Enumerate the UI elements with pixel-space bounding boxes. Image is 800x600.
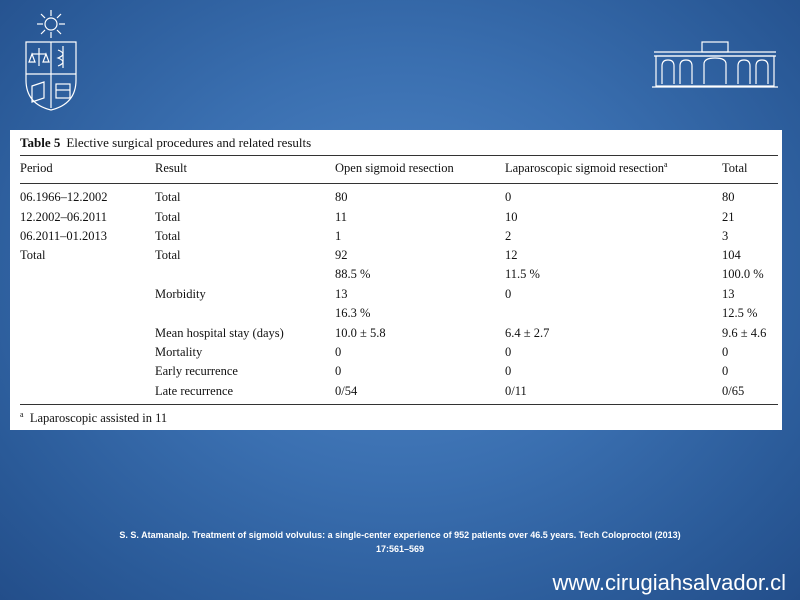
citation-line-1: S. S. Atamanalp. Treatment of sigmoid volvulus: a single-center experience of 952 patients over 46.5 years. Tech Coloproctol (2013) [119, 530, 681, 540]
cell-result: Early recurrence [155, 364, 238, 378]
cell-open: 1 [335, 229, 342, 243]
table-top-rule [20, 155, 778, 156]
table-bottom-rule [20, 404, 778, 405]
cell-open: 0 [335, 364, 342, 378]
cell-open: 0 [335, 345, 342, 359]
cell-open: 16.3 % [335, 306, 371, 320]
cell-laparoscopic: 2 [505, 229, 512, 243]
cell-laparoscopic: 6.4 ± 2.7 [505, 326, 550, 340]
table-row [10, 190, 782, 208]
table-row [10, 267, 782, 285]
citation-line-2: 17:561–569 [375, 544, 425, 554]
cell-open: 88.5 % [335, 267, 371, 281]
table-caption [20, 135, 311, 151]
header-period: Period [20, 161, 53, 175]
citation [60, 528, 740, 556]
cell-laparoscopic: 10 [505, 210, 518, 224]
cell-open: 10.0 ± 5.8 [335, 326, 386, 340]
cell-result: Total [155, 229, 181, 243]
cell-laparoscopic: 0 [505, 287, 512, 301]
cell-result: Mean hospital stay (days) [155, 326, 284, 340]
table-header-row [10, 161, 782, 179]
table-footnote [20, 411, 167, 426]
table-row [10, 210, 782, 228]
cell-period: Total [20, 248, 46, 262]
website-url: www.cirugiahsalvador.cl [552, 570, 786, 595]
table-row [10, 384, 782, 402]
cell-total: 100.0 % [722, 267, 764, 281]
table-header-rule [20, 183, 778, 184]
cell-total: 80 [722, 190, 735, 204]
footnote-text: Laparoscopic assisted in 11 [29, 411, 168, 425]
cell-result: Late recurrence [155, 384, 234, 398]
cell-open: 0/54 [335, 384, 358, 398]
university-crest-icon [20, 8, 82, 112]
header-result: Result [155, 161, 187, 175]
table-row [10, 364, 782, 382]
cell-result: Mortality [155, 345, 203, 359]
table-row [10, 287, 782, 305]
header-total: Total [722, 161, 748, 175]
cell-laparoscopic: 0 [505, 364, 512, 378]
table-figure [10, 130, 782, 430]
table-caption-label: Table 5 [20, 135, 61, 150]
table-row [10, 345, 782, 363]
hospital-building-icon [652, 40, 778, 90]
cell-total: 21 [722, 210, 735, 224]
cell-total: 3 [722, 229, 729, 243]
cell-period: 06.2011–01.2013 [20, 229, 108, 243]
cell-result: Total [155, 248, 181, 262]
cell-total: 13 [722, 287, 735, 301]
cell-total: 9.6 ± 4.6 [722, 326, 767, 340]
header-open: Open sigmoid resection [335, 161, 454, 175]
header-laparoscopic [505, 161, 668, 176]
table-row [10, 306, 782, 324]
cell-total: 104 [722, 248, 741, 262]
cell-total: 12.5 % [722, 306, 758, 320]
table-caption-text: Elective surgical procedures and related results [66, 135, 312, 150]
cell-laparoscopic: 0/11 [505, 384, 527, 398]
cell-result: Total [155, 210, 181, 224]
cell-open: 13 [335, 287, 348, 301]
cell-laparoscopic: 0 [505, 345, 512, 359]
cell-total: 0/65 [722, 384, 745, 398]
cell-laparoscopic: 0 [505, 190, 512, 204]
cell-period: 06.1966–12.2002 [20, 190, 108, 204]
cell-total: 0 [722, 345, 729, 359]
cell-total: 0 [722, 364, 729, 378]
cell-laparoscopic: 11.5 % [505, 267, 540, 281]
table-row [10, 326, 782, 344]
cell-period: 12.2002–06.2011 [20, 210, 108, 224]
header-laparoscopic-label: Laparoscopic sigmoid resection [505, 161, 664, 175]
footnote-mark: a [20, 409, 24, 419]
header-footnote-mark: a [663, 159, 668, 169]
cell-open: 11 [335, 210, 348, 224]
cell-laparoscopic: 12 [505, 248, 518, 262]
cell-result: Morbidity [155, 287, 206, 301]
table-row [10, 248, 782, 266]
cell-result: Total [155, 190, 181, 204]
cell-open: 80 [335, 190, 348, 204]
cell-open: 92 [335, 248, 348, 262]
table-row [10, 229, 782, 247]
